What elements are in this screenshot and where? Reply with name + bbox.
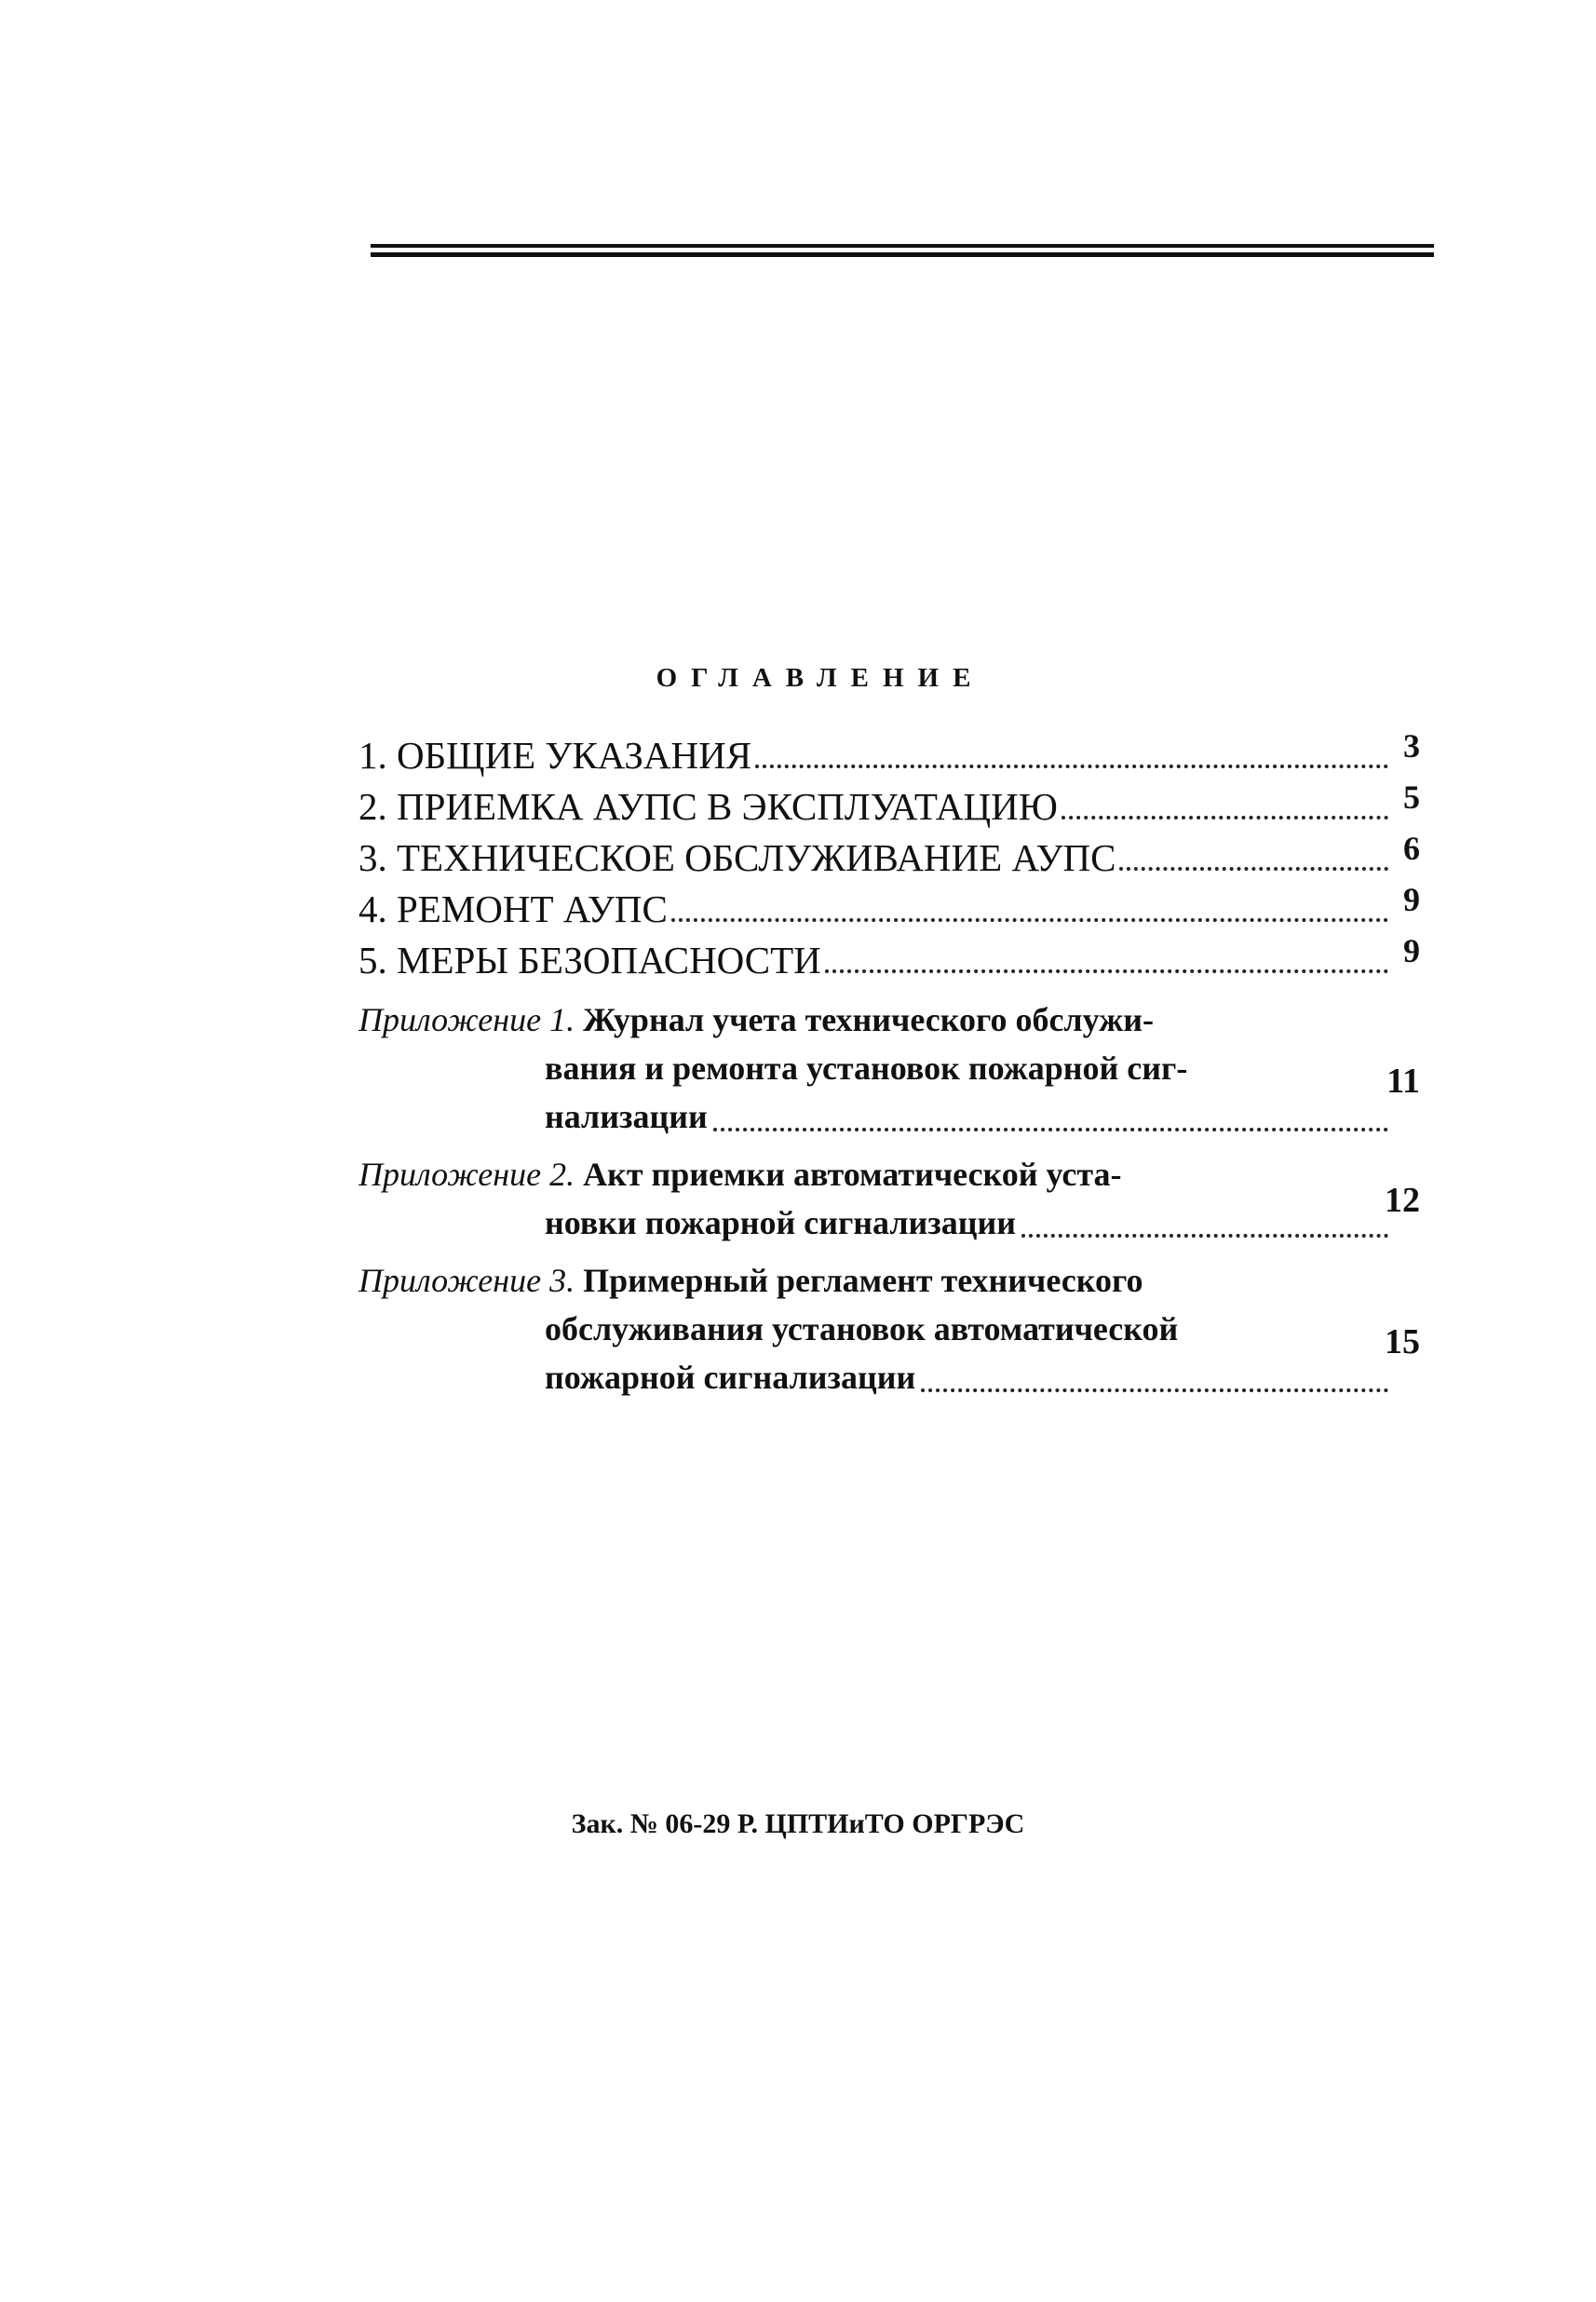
toc-entry-page: 9: [1403, 932, 1420, 969]
toc-leader-dots: [1119, 867, 1388, 871]
toc-entry-label: 5. МЕРЫ БЕЗОПАСНОСТИ: [358, 939, 821, 982]
appendix-title-line: Примерный регламент технического: [583, 1262, 1143, 1299]
toc-leader-dots: [755, 765, 1388, 768]
appendix-prefix: Приложение 1.: [358, 1001, 575, 1038]
toc-leader-dots: [671, 918, 1388, 922]
appendix-prefix: Приложение 3.: [358, 1262, 575, 1299]
toc-entry-page: 5: [1403, 779, 1420, 816]
toc-entry: [358, 880, 1420, 931]
toc-entry-label: 2. ПРИЕМКА АУПС В ЭКСПЛУАТАЦИЮ: [358, 785, 1058, 828]
toc-entry-label: 3. ТЕХНИЧЕСКОЕ ОБСЛУЖИВАНИЕ АУПС: [358, 836, 1116, 879]
toc-entry-label: 1. ОБЩИЕ УКАЗАНИЯ: [358, 734, 752, 777]
appendix-prefix: Приложение 2.: [358, 1156, 575, 1193]
appendix-title-line: обслуживания установок автоматической: [545, 1310, 1179, 1347]
toc-entry-label: 4. РЕМОНТ АУПС: [358, 887, 668, 930]
appendix-page: 15: [1385, 1322, 1420, 1361]
appendix-title-line: вания и ремонта установок пожарной сиг-: [545, 1049, 1188, 1087]
top-rule-line: [371, 252, 1434, 257]
toc-leader-dots: [713, 1128, 1388, 1131]
toc-entry: [358, 931, 1420, 982]
appendix-title-line: Журнал учета технического обслужи-: [583, 1001, 1154, 1038]
table-of-contents: [358, 726, 1420, 1402]
toc-appendix: [358, 1150, 1420, 1247]
toc-appendix: [358, 995, 1420, 1141]
toc-entry: [358, 829, 1420, 880]
appendix-page: 12: [1385, 1181, 1420, 1220]
toc-entry: [358, 778, 1420, 829]
toc-leader-dots: [1062, 816, 1388, 819]
toc-entry-page: 9: [1403, 881, 1420, 918]
top-rule: [371, 244, 1434, 257]
appendix-page: 11: [1386, 1062, 1420, 1101]
appendix-title-line: Акт приемки автоматической уста-: [583, 1156, 1122, 1193]
appendix-title-line: пожарной сигнализации: [545, 1359, 916, 1396]
toc-entry: [358, 726, 1420, 778]
toc-entry-page: 6: [1403, 830, 1420, 867]
toc-leader-dots: [825, 969, 1388, 973]
toc-leader-dots: [921, 1388, 1388, 1392]
appendix-title-line: нализации: [545, 1098, 708, 1135]
toc-appendix: [358, 1256, 1420, 1402]
toc-leader-dots: [1021, 1234, 1388, 1238]
top-rule-line: [371, 244, 1434, 248]
toc-entry-page: 3: [1403, 727, 1420, 765]
print-order-footer: Зак. № 06-29 Р. ЦПТИиТО ОРГРЭС: [571, 1808, 1025, 1839]
toc-title: ОГЛАВЛЕНИЕ: [656, 663, 985, 693]
appendix-title-line: новки пожарной сигнализации: [545, 1204, 1016, 1241]
